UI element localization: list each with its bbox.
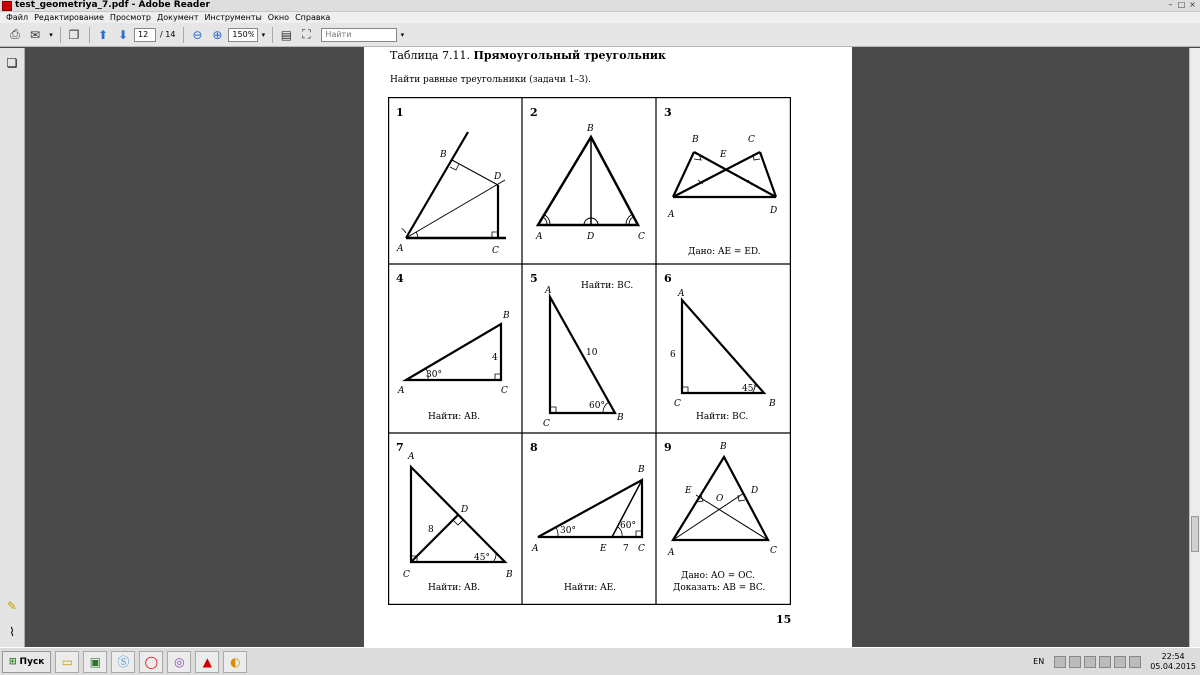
- skype-icon: Ⓢ: [117, 655, 130, 669]
- plus-circle-icon: ⊕: [212, 27, 223, 42]
- svg-text:A: A: [397, 244, 404, 254]
- svg-text:A: A: [536, 232, 543, 242]
- tray-app-icon[interactable]: [1054, 656, 1066, 668]
- svg-text:2: 2: [530, 106, 538, 119]
- next-page-button[interactable]: [114, 26, 132, 44]
- figure-9: [664, 441, 777, 593]
- instruction-text: Найти равные треугольники (задачи 1–3).: [390, 75, 592, 85]
- problem-number: 1: [396, 106, 404, 119]
- svg-text:B: B: [692, 135, 699, 145]
- caption-4: Найти: AB.: [428, 412, 481, 422]
- svg-text:A: A: [678, 289, 685, 299]
- menu-bar: [0, 12, 1200, 23]
- fit-page-button[interactable]: [297, 26, 315, 44]
- svg-text:C: C: [638, 544, 645, 554]
- svg-text:C: C: [543, 419, 550, 429]
- svg-text:D: D: [751, 486, 759, 496]
- svg-text:9: 9: [664, 441, 672, 454]
- palette-icon: ◐: [230, 654, 241, 669]
- menu-edit[interactable]: Редактирование: [34, 12, 104, 22]
- svg-text:3: 3: [664, 106, 672, 119]
- envelope-icon: ✉: [29, 27, 41, 42]
- caption-3: Дано: AE = ED.: [688, 247, 761, 257]
- menu-view[interactable]: Просмотр: [109, 12, 151, 22]
- svg-text:D: D: [461, 505, 469, 515]
- svg-text:4: 4: [492, 353, 498, 363]
- figure-7: [396, 441, 513, 593]
- minus-circle-icon: ⊖: [192, 27, 203, 42]
- navigation-pane: [0, 48, 25, 647]
- svg-text:5: 5: [530, 272, 538, 285]
- arrow-up-icon: ⬆: [97, 27, 109, 42]
- svg-text:8: 8: [530, 441, 538, 454]
- fit-width-icon: ▤: [280, 27, 293, 42]
- email-button[interactable]: [26, 26, 44, 44]
- svg-text:E: E: [720, 150, 727, 160]
- zoom-out-button[interactable]: [188, 26, 206, 44]
- svg-text:B: B: [720, 442, 727, 452]
- adobe-icon: ▲: [202, 654, 212, 669]
- fit-width-button[interactable]: [277, 26, 295, 44]
- caption-9: Дано: AO = OC.: [681, 571, 755, 581]
- start-button[interactable]: ⊞ Пуск: [2, 651, 51, 673]
- comment-icon[interactable]: ✎: [6, 599, 18, 613]
- taskbar: [0, 647, 1200, 675]
- network-icon: ▣: [89, 654, 102, 669]
- browser-icon: ◎: [174, 654, 185, 669]
- tray-power-icon[interactable]: [1099, 656, 1111, 668]
- vertical-scrollbar[interactable]: [1189, 48, 1200, 647]
- svg-text:A: A: [408, 452, 415, 462]
- svg-text:60°: 60°: [589, 401, 605, 411]
- language-indicator[interactable]: EN: [1033, 657, 1045, 666]
- taskbar-skype[interactable]: [111, 651, 135, 673]
- document-icon: ❐: [68, 27, 80, 42]
- svg-text:B: B: [638, 465, 645, 475]
- tray-volume-icon[interactable]: [1084, 656, 1096, 668]
- opera-icon: ◯: [144, 654, 159, 669]
- clock-date: 05.04.2015: [1150, 661, 1196, 671]
- page-total-label: / 14: [160, 30, 176, 39]
- svg-text:C: C: [748, 135, 755, 145]
- figure-3: [664, 106, 777, 257]
- figure-8: [530, 441, 645, 593]
- prev-page-button[interactable]: [94, 26, 112, 44]
- svg-text:30°: 30°: [426, 370, 442, 380]
- clock-time: 22:54: [1161, 651, 1185, 661]
- svg-text:C: C: [770, 546, 777, 556]
- caption-5: Найти: BC.: [581, 281, 634, 291]
- figure-6: [664, 272, 776, 422]
- zoom-dropdown-button[interactable]: ▾: [261, 30, 266, 39]
- paperclip-icon[interactable]: ⌇: [9, 625, 15, 639]
- menu-help[interactable]: Справка: [295, 12, 331, 22]
- taskbar-paint[interactable]: [223, 651, 247, 673]
- svg-text:45°: 45°: [474, 553, 490, 563]
- svg-text:60°: 60°: [620, 521, 636, 531]
- zoom-in-button[interactable]: [208, 26, 226, 44]
- problem-grid: [388, 97, 791, 605]
- svg-text:4: 4: [396, 272, 404, 285]
- svg-text:7: 7: [623, 544, 629, 554]
- search-dropdown-button[interactable]: ▾: [400, 30, 405, 39]
- search-input[interactable]: [321, 28, 397, 42]
- pages-icon[interactable]: ❏: [6, 56, 18, 70]
- svg-text:C: C: [674, 399, 681, 409]
- taskbar-explorer[interactable]: [55, 651, 79, 673]
- table-title: Таблица 7.11. Прямоугольный треугольник: [390, 49, 666, 62]
- scrollbar-thumb[interactable]: [1191, 516, 1199, 552]
- figure-1: [396, 106, 506, 256]
- print-button[interactable]: [6, 26, 24, 44]
- arrow-down-icon: ⬇: [117, 27, 129, 42]
- svg-text:A: A: [668, 210, 675, 220]
- zoom-input[interactable]: [228, 28, 258, 42]
- svg-text:6: 6: [664, 272, 672, 285]
- svg-text:8: 8: [428, 525, 434, 535]
- taskbar-network[interactable]: [83, 651, 107, 673]
- menu-window[interactable]: Окно: [267, 12, 290, 22]
- svg-text:7: 7: [396, 441, 404, 454]
- svg-text:D: D: [587, 232, 595, 242]
- svg-text:B: B: [506, 570, 513, 580]
- save-button[interactable]: [65, 26, 83, 44]
- svg-text:6: 6: [670, 350, 676, 360]
- svg-text:B: B: [503, 311, 510, 321]
- svg-text:45°: 45°: [742, 384, 758, 394]
- system-tray: [1033, 648, 1200, 675]
- taskbar-adobe-reader[interactable]: [195, 651, 219, 673]
- svg-text:D: D: [770, 206, 778, 216]
- svg-text:C: C: [638, 232, 645, 242]
- maximize-button[interactable]: □: [1177, 0, 1186, 9]
- page-number-input[interactable]: [134, 28, 156, 42]
- svg-text:30°: 30°: [560, 526, 576, 536]
- svg-text:B: B: [617, 413, 624, 423]
- svg-text:D: D: [494, 172, 502, 182]
- tray-keyboard-icon[interactable]: [1129, 656, 1141, 668]
- caption-6: Найти: BC.: [696, 412, 749, 422]
- fit-page-icon: ⛶: [302, 27, 311, 41]
- svg-text:A: A: [668, 548, 675, 558]
- tray-flag-icon[interactable]: [1114, 656, 1126, 668]
- windows-logo-icon: ⊞: [9, 656, 17, 667]
- close-button[interactable]: ×: [1189, 0, 1196, 9]
- tray-network-icon[interactable]: [1069, 656, 1081, 668]
- menu-document[interactable]: Документ: [156, 12, 199, 22]
- svg-text:B: B: [769, 399, 776, 409]
- page-number: 15: [776, 613, 792, 626]
- figure-5: [530, 272, 633, 429]
- pdf-page: [364, 47, 852, 647]
- menu-tools[interactable]: Инструменты: [204, 12, 262, 22]
- svg-text:E: E: [685, 486, 692, 496]
- svg-text:10: 10: [586, 348, 598, 358]
- title-bar: [0, 0, 1200, 12]
- email-dropdown-button[interactable]: ▾: [49, 30, 53, 39]
- clock[interactable]: [1150, 652, 1196, 672]
- svg-text:A: A: [398, 386, 405, 396]
- caption-8: Найти: AE.: [564, 583, 617, 593]
- toolbar: [0, 23, 1200, 47]
- svg-text:O: O: [716, 494, 724, 504]
- minimize-button[interactable]: –: [1168, 0, 1173, 9]
- menu-file[interactable]: Файл: [6, 12, 29, 22]
- taskbar-tor[interactable]: [167, 651, 191, 673]
- svg-text:C: C: [492, 246, 499, 256]
- figure-2: [530, 106, 645, 242]
- caption-9-prove: Доказать: AB = BC.: [673, 583, 766, 593]
- caption-7: Найти: AB.: [428, 583, 481, 593]
- svg-text:A: A: [532, 544, 539, 554]
- svg-text:B: B: [587, 124, 594, 134]
- adobe-reader-icon: [2, 1, 12, 11]
- printer-icon: ⎙: [10, 27, 20, 41]
- window-title: test_geometriya_7.pdf - Adobe Reader: [15, 0, 210, 10]
- figure-4: [396, 272, 510, 422]
- svg-text:C: C: [403, 570, 410, 580]
- svg-text:C: C: [501, 386, 508, 396]
- taskbar-opera[interactable]: [139, 651, 163, 673]
- svg-text:E: E: [600, 544, 607, 554]
- svg-text:A: A: [545, 286, 552, 296]
- folder-icon: ▭: [61, 654, 74, 669]
- svg-text:B: B: [440, 150, 447, 160]
